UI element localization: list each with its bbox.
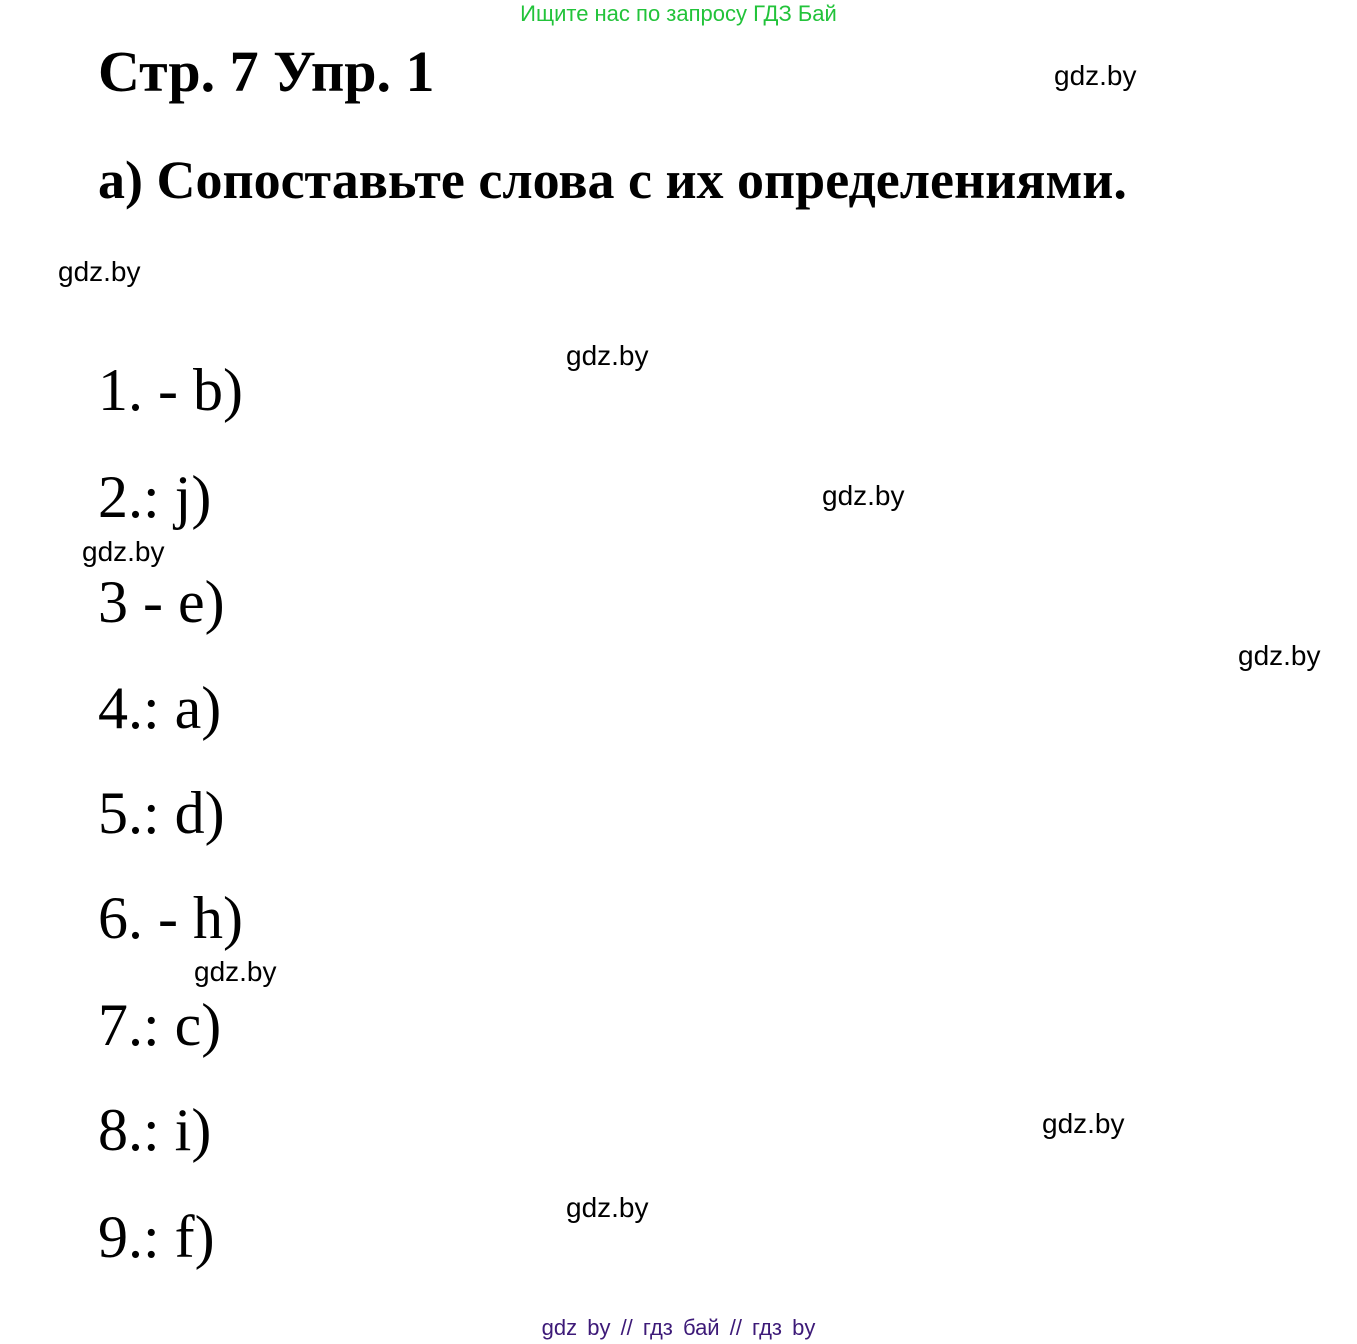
answer-item: 1. - b) <box>98 357 243 423</box>
watermark: gdz.by <box>1238 640 1321 671</box>
answer-item: 4.: a) <box>98 675 222 741</box>
page-title: Стр. 7 Упр. 1 <box>98 39 435 104</box>
watermark: gdz.by <box>1054 60 1137 91</box>
watermark: gdz.by <box>566 1192 649 1223</box>
answer-item: 7.: c) <box>98 992 222 1058</box>
answer-item: 2.: j) <box>98 464 212 530</box>
watermark: gdz.by <box>1042 1108 1125 1139</box>
answer-item: 5.: d) <box>98 780 225 846</box>
answer-item: 3 - e) <box>98 569 225 635</box>
watermark: gdz.by <box>566 340 649 371</box>
exercise-instruction: a) Сопоставьте слова с их определениями. <box>98 150 1127 210</box>
watermark: gdz.by <box>194 956 277 987</box>
search-banner: Ищите нас по запросу ГДЗ Бай <box>520 1 837 26</box>
footer-links: gdz by // гдз бай // гдз by <box>541 1315 816 1340</box>
answer-item: 6. - h) <box>98 885 243 951</box>
watermark: gdz.by <box>822 480 905 511</box>
watermark: gdz.by <box>58 256 141 287</box>
answer-item: 9.: f) <box>98 1204 215 1270</box>
watermark: gdz.by <box>82 536 165 567</box>
answer-item: 8.: i) <box>98 1097 212 1163</box>
